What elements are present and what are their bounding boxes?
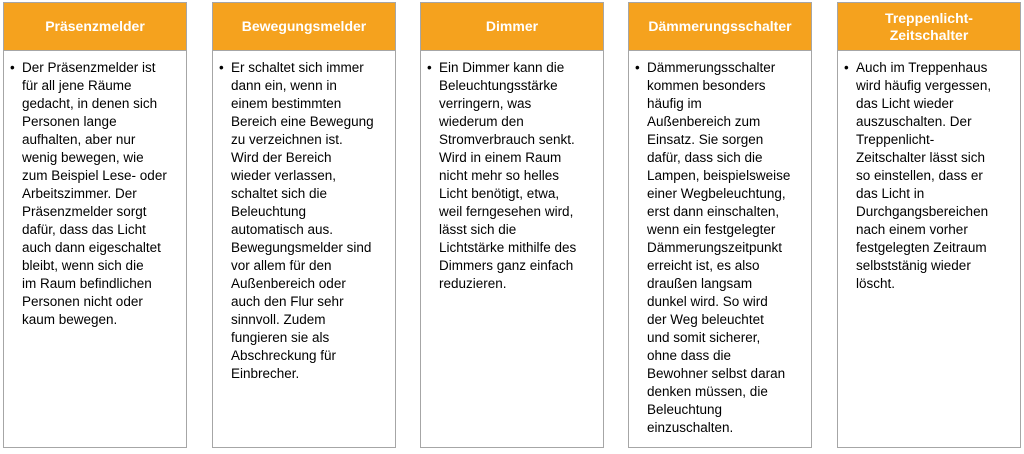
bullet-icon: • [844,60,849,75]
bullet-icon: • [635,60,640,75]
bullet-icon: • [219,60,224,75]
card-description: Der Präsenzmelder ist für all jene Räume gedacht, in denen sich Personen lange aufhalten, aber nur wenig bewegen, wie zum Beispiel Lese- oder Arbeitszimmer. Der Präsenzmelder sorgt dafür, dass das Licht auch dann eigeschaltet bleibt, wenn sich die im Raum befindlichen Personen nicht oder kaum bewegen. [22,60,167,327]
card-description: Er schaltet sich immer dann ein, wenn in einem bestimmten Bereich eine Bewegung zu verzeichnen ist. Wird der Bereich wieder verlassen, schaltet sich die Beleuchtung automatisch aus. Bewegungsmelder sind vor allem für den Außenbereich oder auch den Flur sehr sinnvoll. Zudem fungieren sie als Abschreckung für Einbrecher. [231,60,374,381]
bullet-icon: • [427,60,432,75]
card-body [213,51,395,383]
card-description: Ein Dimmer kann die Beleuchtungsstärke verringern, was wiederum den Stromverbrauch senkt. Wird in einem Raum nicht mehr so helles Licht benötigt, etwa, weil ferngesehen wird, lässt sich die Lichtstärke mithilfe des Dimmers ganz einfach reduzieren. [439,60,577,291]
card-daemmerungsschalter [628,2,812,448]
card-body [421,51,603,293]
card-title: Präsenzmelder [4,3,186,51]
card-body [4,51,186,329]
card-treppenlicht-zeitschalter [837,2,1021,448]
card-description: Dämmerungsschalter kommen besonders häufig im Außenbereich zum Einsatz. Sie sorgen dafür, dass sich die Lampen, beispielsweise einer Wegbeleuchtung, erst dann einschalten, wenn ein festgelegter Dämmerungszeitpunkt erreicht ist, es also draußen langsam dunkel wird. So wird der Weg beleuchtet und somit sicherer, ohne dass die Bewohner selbst daran denken müssen, die Beleuchtung einzuschalten. [647,60,791,435]
card-body [838,51,1020,293]
card-title: Bewegungsmelder [213,3,395,51]
card-title: Treppenlicht- Zeitschalter [838,3,1020,51]
bullet-icon: • [10,60,15,75]
card-description: Auch im Treppenhaus wird häufig vergessen, das Licht wieder auszuschalten. Der Treppenlicht- Zeitschalter lässt sich so einstellen, dass er das Licht in Durchgangsbereichen nach einem vorher festgelegten Zeitraum selbststänig wieder löscht. [856,60,992,291]
card-dimmer [420,2,604,448]
card-bewegungsmelder [212,2,396,448]
card-body [629,51,811,437]
card-praesenzmelder [3,2,187,448]
card-title: Dämmerungsschalter [629,3,811,51]
card-title: Dimmer [421,3,603,51]
